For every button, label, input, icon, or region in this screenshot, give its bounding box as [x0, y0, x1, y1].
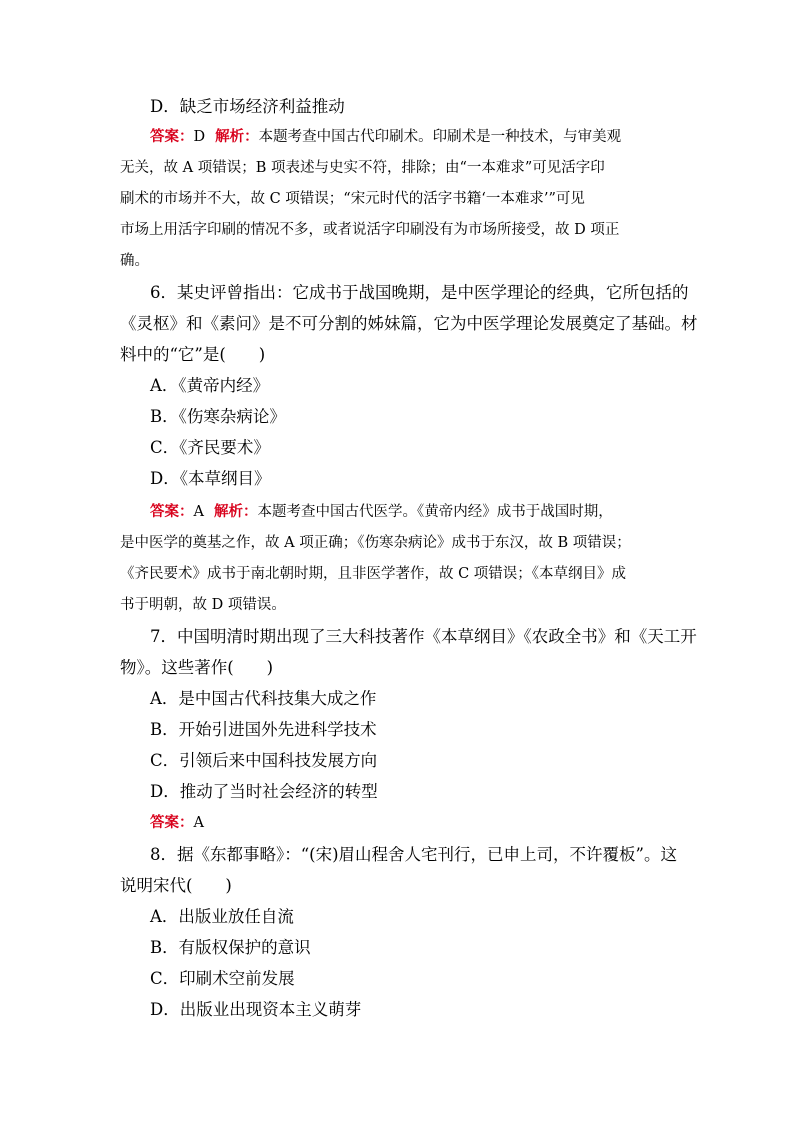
- q5-analysis-line: 市场上用活字印刷的情况不多，或者说活字印刷没有为市场所接受，故 D 项正: [120, 222, 620, 238]
- q5-analysis-line: 刷术的市场并不大，故 C 项错误；“宋元时代的活字书籍‘一本难求’”可见: [120, 191, 585, 207]
- q7-option-c: C．引领后来中国科技发展方向: [150, 751, 378, 770]
- q7-option-d: D．推动了当时社会经济的转型: [150, 782, 378, 801]
- q6-analysis-label: 解析：: [213, 503, 258, 520]
- q8-option-a: A．出版业放任自流: [150, 907, 294, 926]
- q7-stem-line: 物》。这些著作( ): [120, 658, 274, 677]
- q6-analysis-line: 《齐民要术》成书于南北朝时期，且非医学著作，故 C 项错误；《本草纲目》成: [120, 566, 627, 582]
- q7-answer-value: A: [193, 815, 204, 831]
- q6-analysis-text: 本题考查中国古代医学。《黄帝内经》成书于战国时期，: [257, 504, 613, 520]
- q6-analysis-line: 是中医学的奠基之作，故 A 项正确；《伤寒杂病论》成书于东汉，故 B 项错误；: [120, 535, 631, 551]
- q7-answer-label: 答案：: [150, 814, 194, 831]
- q8-option-c: C．印刷术空前发展: [150, 969, 295, 988]
- q6-analysis-line: 书于明朝，故 D 项错误。: [120, 597, 286, 613]
- q6-option-b: B．《伤寒杂病论》: [150, 407, 286, 426]
- q6-option-a: A．《黄帝内经》: [150, 376, 270, 395]
- q6-stem-line: 《灵枢》和《素问》是不可分割的姊妹篇，它为中医学理论发展奠定了基础。材: [120, 314, 698, 333]
- q6-answer-value: A: [193, 504, 204, 520]
- q6-answer-label: 答案：: [150, 503, 194, 520]
- q5-answer-label: 答案：: [150, 128, 194, 145]
- q7-stem-line: 7．中国明清时期出现了三大科技著作《本草纲目》《农政全书》和《天工开: [150, 627, 697, 646]
- q5-answer-line: [150, 130, 621, 145]
- q5-analysis-label: 解析：: [215, 128, 259, 145]
- q8-option-d: D．出版业出现资本主义萌芽: [150, 1000, 362, 1019]
- q8-option-b: B．有版权保护的意识: [150, 938, 311, 957]
- q6-stem-line: 6．某史评曾指出：它成书于战国晚期，是中医学理论的经典，它所包括的: [150, 283, 689, 302]
- q5-answer-value: D: [193, 129, 206, 145]
- q7-answer-line: [150, 816, 204, 831]
- q6-answer-line: [150, 505, 613, 520]
- q5-analysis-line: 确。: [120, 253, 149, 269]
- q5-option-d: D．缺乏市场经济利益推动: [150, 97, 345, 116]
- q5-analysis-line: 无关，故 A 项错误；B 项表述与史实不符，排除；由“一本难求”可见活字印: [120, 160, 605, 176]
- q8-stem-line: 8．据《东都事略》：“(宋)眉山程舍人宅刊行，已申上司，不许覆板”。这: [150, 845, 677, 864]
- q8-stem-line: 说明宋代( ): [120, 876, 232, 895]
- q5-analysis-text: 本题考查中国古代印刷术。印刷术是一种技术，与审美观: [258, 129, 622, 145]
- q6-stem-line: 料中的“它”是( ): [120, 345, 266, 364]
- q6-option-c: C．《齐民要术》: [150, 438, 270, 457]
- q7-option-b: B．开始引进国外先进科学技术: [150, 720, 377, 739]
- q7-option-a: A．是中国古代科技集大成之作: [150, 689, 377, 708]
- q6-option-d: D．《本草纲目》: [150, 469, 271, 488]
